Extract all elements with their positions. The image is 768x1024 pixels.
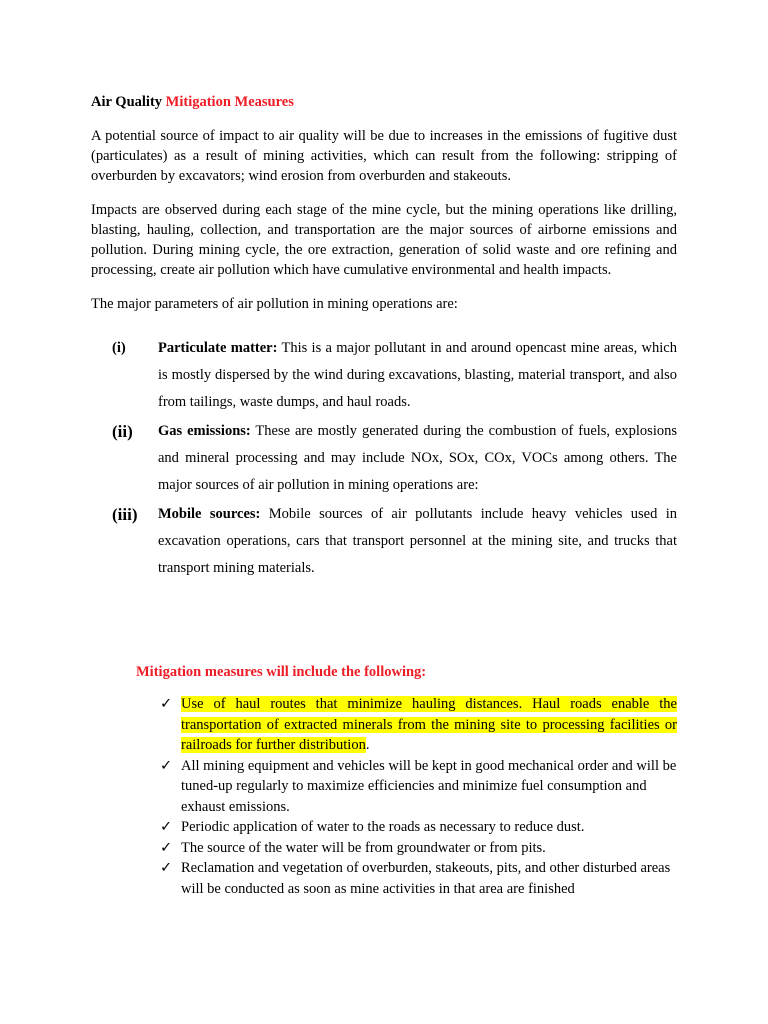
checklist-item-text: All mining equipment and vehicles will be kept in good mechanical order and will be tuned-up regularly to maximize efficiencies and minimize fuel consumption and exhaust emissions. [181,757,677,815]
checkmark-icon: ✓ [160,860,173,876]
checklist-item [160,756,677,818]
parameter-item [91,501,677,582]
checklist-item-text [181,694,677,756]
paragraph-parameters-intro: The major parameters of air pollution in mining operations are: [91,296,458,312]
document-body [91,92,677,584]
parameter-item [91,418,677,499]
checklist-item [160,817,677,838]
checklist-item-text: Reclamation and vegetation of overburden, stakeouts, pits, and other disturbed areas will be conducted as soon as mine activities in that area are finished [181,860,671,897]
parameter-number: (iii) [112,505,138,524]
paragraph-fugitive-dust: A potential source of impact to air quality will be due to increases in the emissions of fugitive dust (particulates) as a result of mining activities, which can result from the following: stripping of overburden by excavators; wind erosion from overburden and stakeouts. [91,128,677,184]
highlighted-text: Use of haul routes that minimize hauling distances. Haul roads enable the transportation of extracted minerals from the mining site to processing facilities or railroads for further distribution [181,696,677,753]
checkmark-icon: ✓ [160,839,173,856]
checklist-item [160,858,677,899]
mitigation-checklist [160,694,677,899]
paragraph-mine-cycle-impacts: Impacts are observed during each stage of the mine cycle, but the mining operations like drilling, blasting, hauling, collection, and transportation are the major sources of airborne emissions and pollution. During mining cycle, the ore extraction, generation of solid waste and ore refining and processing, create air pollution which have cumulative environmental and health impacts. [91,202,677,278]
parameter-body [158,335,677,416]
section-heading [91,92,677,112]
parameter-label: Gas emissions: [158,423,251,439]
heading-prefix: Air Quality [91,94,166,110]
parameter-text: Mobile sources of air pollutants include heavy vehicles used in excavation operations, cars that transport personnel at the mining site, and trucks that transport mining materials. [158,506,677,576]
parameter-label: Particulate matter: [158,340,278,356]
parameter-body [158,501,677,582]
checklist-item [160,694,677,756]
item-tail: . [365,737,370,753]
parameter-text: This is a major pollutant in and around opencast mine areas, which is mostly dispersed by the wind during excavations, blasting, material transport, and also from tailings, waste dumps, and haul roads. [158,340,677,410]
checklist-item-text: The source of the water will be from groundwater or from pits. [181,839,546,856]
heading-accent: Mitigation Measures [165,94,294,110]
checkmark-icon: ✓ [160,696,173,712]
parameters-list [91,335,677,582]
checkmark-icon: ✓ [160,819,173,835]
parameter-number: (ii) [112,422,133,441]
checklist-item [160,838,677,859]
mitigation-title: Mitigation measures will include the following: [136,664,427,680]
parameter-label: Mobile sources: [158,506,261,522]
checklist-item-text: Periodic application of water to the roads as necessary to reduce dust. [181,819,585,835]
parameter-body [158,418,677,499]
parameter-number: (i) [112,340,126,356]
parameter-text: These are mostly generated during the combustion of fuels, explosions and mineral processing and may include NOx, SOx, COx, VOCs among others. The major sources of air pollution in mining operations are: [158,423,677,493]
parameter-item [91,335,677,416]
checkmark-icon: ✓ [160,757,173,774]
